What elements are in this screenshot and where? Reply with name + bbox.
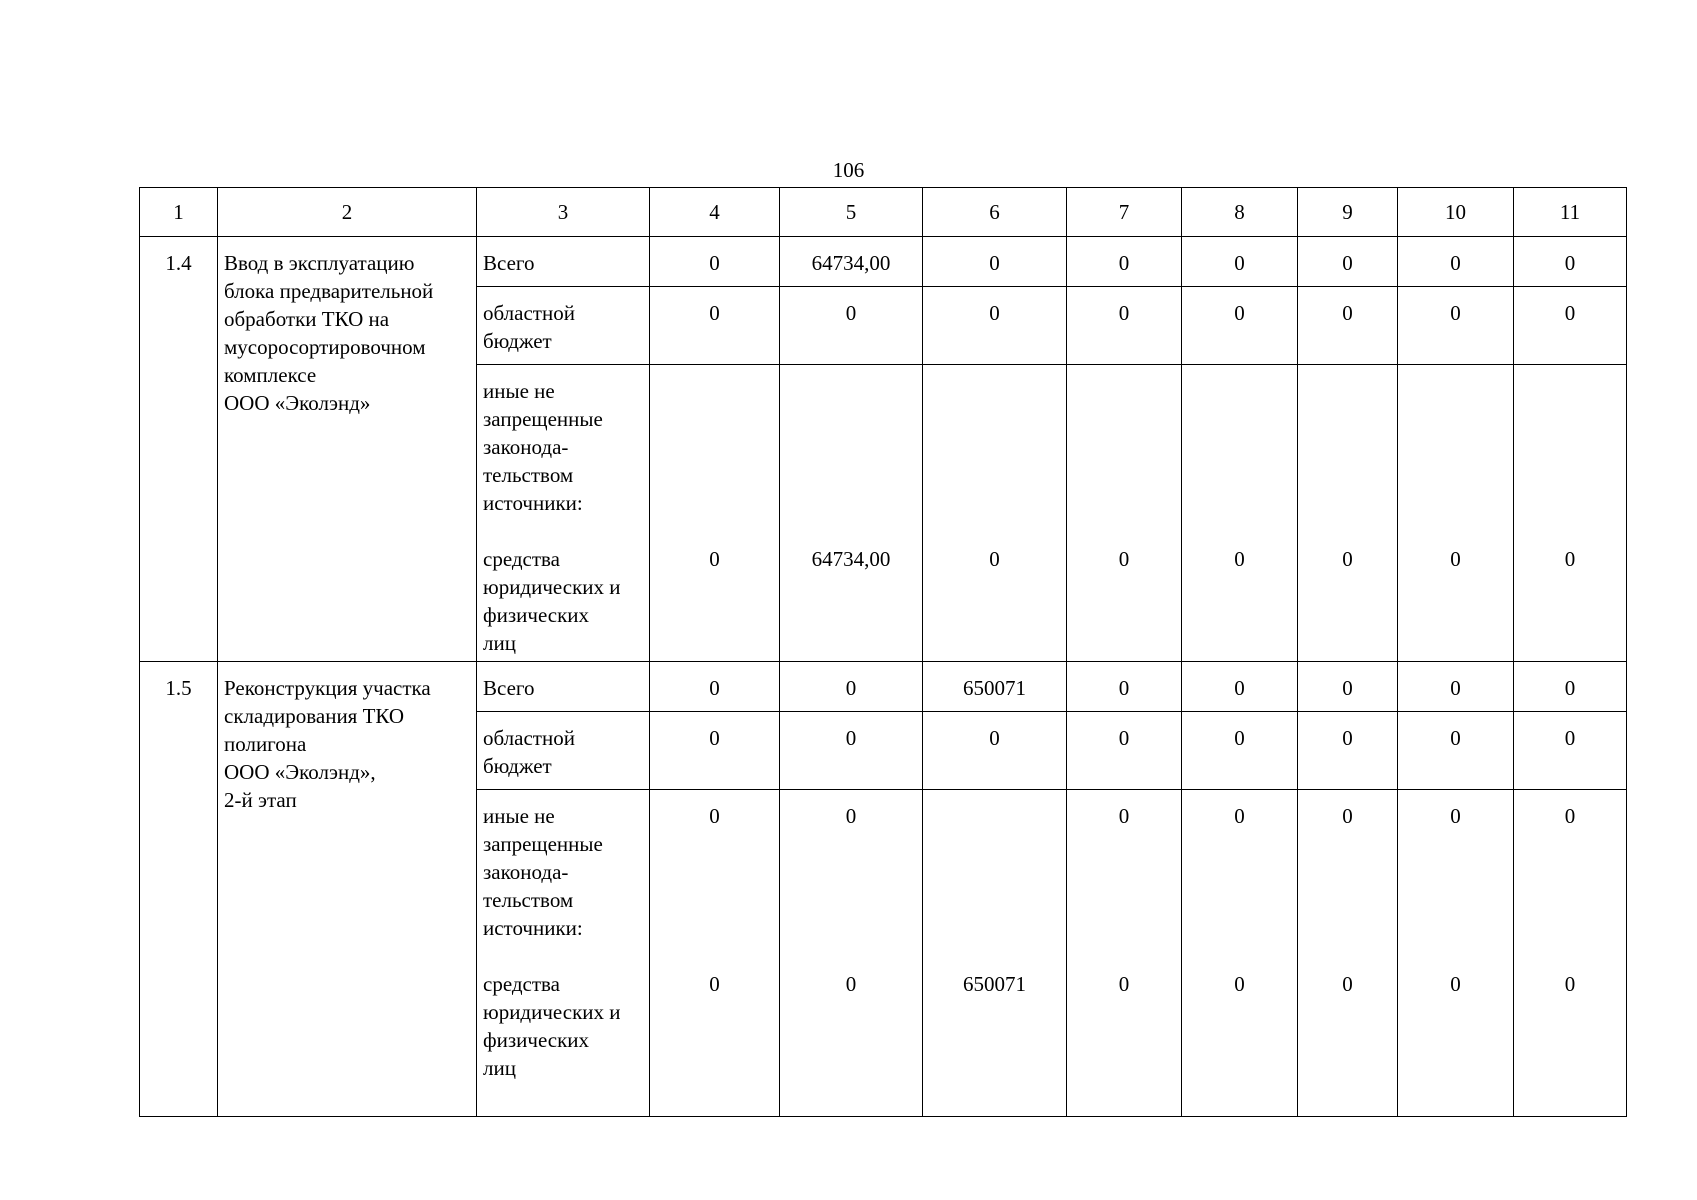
value-cell	[1398, 790, 1514, 1117]
text-line: бюджет	[483, 329, 552, 353]
value-cell	[650, 790, 780, 1117]
table-row	[140, 662, 1627, 712]
column-header-2: 2	[218, 188, 477, 237]
value-cell: 0	[923, 287, 1067, 365]
text-line: физических	[483, 1028, 590, 1052]
value-cell: 0	[1514, 662, 1627, 712]
text-line: источники:	[483, 491, 583, 515]
source-regional-label	[477, 287, 650, 365]
text-line: бюджет	[483, 754, 552, 778]
value-top	[650, 377, 779, 545]
value-bottom: 64734,00	[811, 547, 891, 571]
value-top: 0	[1234, 804, 1245, 828]
value-cell	[1182, 790, 1298, 1117]
column-header-11: 11	[1514, 188, 1627, 237]
value-cell: 0	[780, 662, 923, 712]
value-bottom: 0	[709, 972, 720, 996]
value-cell: 0	[1182, 662, 1298, 712]
value-bottom: 0	[709, 547, 720, 571]
value-cell	[1298, 365, 1398, 662]
value-bottom: 0	[1564, 972, 1576, 996]
text-line: 2-й этап	[224, 788, 297, 812]
text-line: Реконструкция участка	[224, 676, 431, 700]
value-bottom: 0	[1450, 972, 1461, 996]
spacer	[483, 942, 645, 970]
value-cell: 0	[780, 287, 923, 365]
text-line: складирования ТКО	[224, 704, 405, 728]
column-header-1: 1	[140, 188, 218, 237]
value-cell	[1067, 365, 1182, 662]
text-line: законода-	[483, 860, 569, 884]
value-bottom: 0	[1118, 972, 1130, 996]
text-line: средства	[483, 972, 561, 996]
source-total-label: Всего	[477, 237, 650, 287]
item-name	[218, 662, 477, 1117]
value-bottom: 0	[1564, 547, 1576, 571]
value-cell: 0	[1398, 712, 1514, 790]
column-header-6: 6	[923, 188, 1067, 237]
value-cell: 0	[1067, 287, 1182, 365]
value-cell	[1067, 790, 1182, 1117]
value-cell	[1298, 790, 1398, 1117]
header-row	[140, 188, 1627, 237]
text-line: законода-	[483, 435, 569, 459]
value-cell: 0	[1298, 712, 1398, 790]
value-cell	[1398, 365, 1514, 662]
value-cell: 0	[1182, 712, 1298, 790]
column-header-5: 5	[780, 188, 923, 237]
budget-table	[139, 187, 1627, 1117]
text-line: физических	[483, 603, 590, 627]
value-cell: 0	[1398, 237, 1514, 287]
text-line: ООО «Эколэнд»	[224, 391, 371, 415]
page-number: 106	[832, 158, 865, 182]
value-cell: 0	[1298, 662, 1398, 712]
text-line: областной	[483, 726, 575, 750]
value-bottom: 0	[1234, 547, 1245, 571]
value-top: 0	[1118, 804, 1130, 828]
value-cell	[923, 365, 1067, 662]
value-bottom: 0	[1342, 547, 1353, 571]
value-top: 0	[1342, 804, 1353, 828]
value-cell: 0	[923, 712, 1067, 790]
text-line: источники:	[483, 916, 583, 940]
value-bottom: 0	[845, 972, 857, 996]
item-number: 1.5	[140, 662, 218, 1117]
value-top: 0	[709, 804, 720, 828]
value-cell: 0	[1067, 237, 1182, 287]
column-header-4: 4	[650, 188, 780, 237]
source-regional-label	[477, 712, 650, 790]
value-bottom: 0	[1450, 547, 1461, 571]
value-bottom: 650071	[963, 972, 1026, 996]
text-line: юридических и	[483, 1000, 621, 1024]
value-cell: 0	[923, 237, 1067, 287]
item-name	[218, 237, 477, 662]
value-cell	[1182, 365, 1298, 662]
item-number: 1.4	[140, 237, 218, 662]
value-top: 0	[845, 804, 857, 828]
value-top	[1514, 377, 1626, 545]
text-line: полигона	[224, 732, 307, 756]
text-line: иные не	[483, 379, 555, 403]
value-cell: 0	[1067, 712, 1182, 790]
value-cell: 0	[1298, 287, 1398, 365]
value-top	[780, 377, 922, 545]
value-cell: 650071	[923, 662, 1067, 712]
value-cell: 0	[780, 712, 923, 790]
value-cell: 0	[1398, 287, 1514, 365]
value-cell: 0	[650, 237, 780, 287]
value-cell: 0	[1514, 237, 1627, 287]
text-line: обработки ТКО на	[224, 307, 390, 331]
value-top	[1298, 377, 1397, 545]
source-total-label: Всего	[477, 662, 650, 712]
value-cell: 0	[650, 662, 780, 712]
text-line: тельством	[483, 888, 574, 912]
value-bottom: 0	[1234, 972, 1245, 996]
value-bottom: 0	[1342, 972, 1353, 996]
text-line: средства	[483, 547, 561, 571]
value-top	[923, 802, 1066, 970]
column-header-10: 10	[1398, 188, 1514, 237]
text-line: тельством	[483, 463, 574, 487]
value-cell: 0	[1398, 662, 1514, 712]
value-cell: 0	[650, 287, 780, 365]
text-line: юридических и	[483, 575, 621, 599]
column-header-8: 8	[1182, 188, 1298, 237]
text-line: комплексе	[224, 363, 317, 387]
value-bottom: 0	[989, 547, 1000, 571]
text-line: Ввод в эксплуатацию	[224, 251, 415, 275]
text-line: ООО «Эколэнд»,	[224, 760, 376, 784]
source-other-label	[477, 365, 650, 662]
column-header-3: 3	[477, 188, 650, 237]
value-cell	[650, 365, 780, 662]
column-header-9: 9	[1298, 188, 1398, 237]
text-line: иные не	[483, 804, 555, 828]
text-line: запрещенные	[483, 407, 603, 431]
value-cell: 0	[1514, 287, 1627, 365]
value-cell: 64734,00	[780, 237, 923, 287]
text-line: областной	[483, 301, 575, 325]
value-cell: 0	[1067, 662, 1182, 712]
value-cell: 0	[1182, 287, 1298, 365]
value-top	[1182, 377, 1297, 545]
column-header-7: 7	[1067, 188, 1182, 237]
text-line: лиц	[483, 1056, 516, 1080]
value-cell	[780, 790, 923, 1117]
value-top	[1067, 377, 1181, 545]
text-line: запрещенные	[483, 832, 603, 856]
value-bottom: 0	[1118, 547, 1130, 571]
spacer	[483, 517, 645, 545]
text-line: блока предварительной	[224, 279, 434, 303]
value-top: 0	[1450, 804, 1461, 828]
value-cell	[1514, 790, 1627, 1117]
value-cell	[1514, 365, 1627, 662]
value-cell: 0	[1182, 237, 1298, 287]
value-top: 0	[1564, 804, 1576, 828]
value-top	[1398, 377, 1513, 545]
text-line: лиц	[483, 631, 516, 655]
value-cell: 0	[650, 712, 780, 790]
value-top	[923, 377, 1066, 545]
text-line: мусоросортировочном	[224, 335, 426, 359]
value-cell	[780, 365, 923, 662]
value-cell: 0	[1298, 237, 1398, 287]
source-other-label	[477, 790, 650, 1117]
table-row	[140, 237, 1627, 287]
value-cell	[923, 790, 1067, 1117]
value-cell: 0	[1514, 712, 1627, 790]
